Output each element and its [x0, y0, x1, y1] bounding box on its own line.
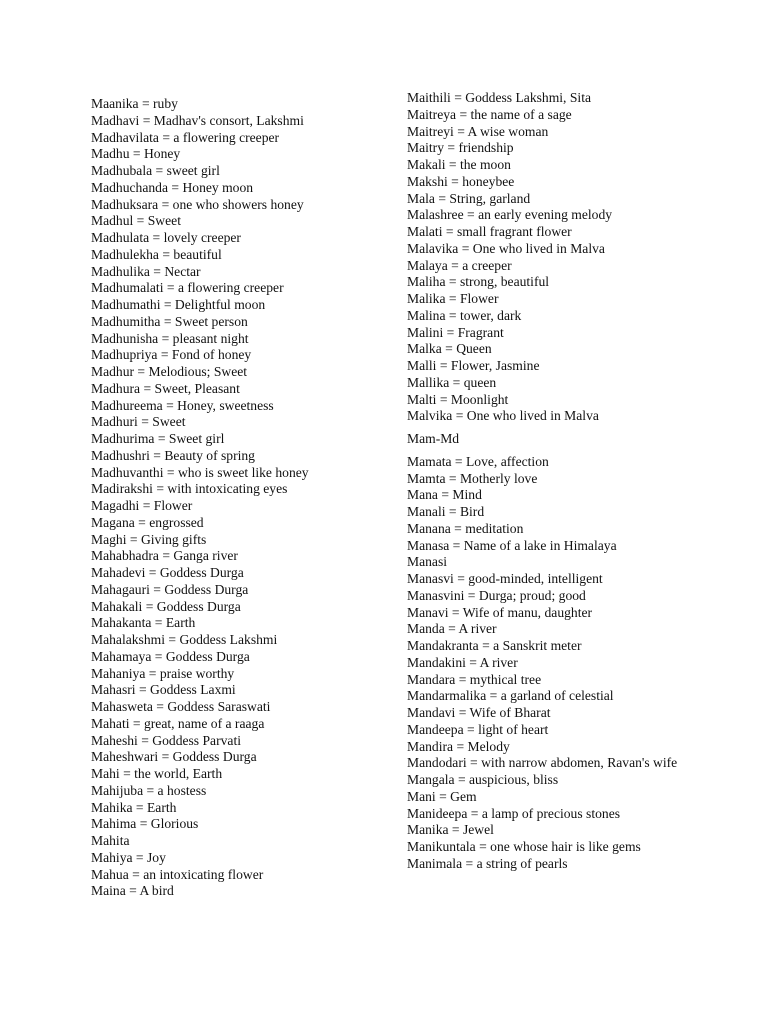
name-entry: Magadhi = Flower [91, 498, 193, 513]
name-entry: Madhubala = sweet girl [91, 163, 220, 178]
name-entry: Malavika = One who lived in Malva [407, 240, 605, 256]
name-entry: Madirakshi = with intoxicating eyes [91, 481, 288, 497]
name-entry: Mahasweta = Goddess Saraswati [91, 699, 271, 714]
name-entry: Mandeepa = light of heart [407, 721, 549, 737]
name-entry: Madhavi = Madhav's consort, Lakshmi [91, 112, 304, 128]
name-entry: Maheshi = Goddess Parvati [91, 732, 242, 748]
name-entry: Makali = the moon [407, 157, 511, 172]
name-entry: Maina = A bird [91, 883, 174, 899]
name-entry: Madhulika = Nectar [91, 263, 201, 279]
name-entry: Mahua = an intoxicating flower [91, 866, 264, 882]
name-entry: Madhurima = Sweet girl [91, 431, 225, 446]
name-entry: Maheshwari = Goddess Durga [91, 749, 257, 765]
name-entry: Manasi [407, 554, 448, 570]
name-entry: Malli = Flower, Jasmine [407, 358, 540, 373]
name-entry: Madhupriya = Fond of honey [91, 347, 252, 363]
name-entry: Mangala = auspicious, bliss [407, 772, 559, 787]
name-entry: Mahiya = Joy [91, 849, 166, 865]
name-entry: Mahita [91, 833, 130, 848]
name-entry: Malina = tower, dark [407, 307, 522, 323]
name-entry: Magana = engrossed [91, 514, 204, 530]
name-entry: Maitreyi = A wise woman [407, 123, 549, 139]
name-entry: Madhavilata = a flowering creeper [91, 129, 280, 145]
name-entry: Mahabhadra = Ganga river [91, 548, 238, 564]
name-entry: Mandakranta = a Sanskrit meter [407, 638, 582, 653]
name-entry: Manali = Bird [407, 504, 485, 519]
right-column-top-list [407, 90, 707, 425]
name-entry: Madhureema = Honey, sweetness [91, 397, 274, 413]
name-entry: Mandira = Melody [407, 738, 510, 754]
name-entry: Mala = String, garland [407, 190, 531, 206]
name-entry: Manimala = a string of pearls [407, 855, 568, 871]
name-entry: Manika = Jewel [407, 822, 494, 838]
name-entry: Madhunisha = pleasant night [91, 330, 249, 346]
name-entry: Madhumathi = Delightful moon [91, 297, 266, 312]
name-entry: Maanika = ruby [91, 96, 178, 111]
name-entry: Mana = Mind [407, 487, 482, 503]
name-entry: Mahadevi = Goddess Durga [91, 565, 244, 580]
name-entry: Manikuntala = one whose hair is like gems [407, 839, 641, 854]
name-entry: Madhuri = Sweet [91, 414, 186, 430]
name-entry: Mahi = the world, Earth [91, 766, 223, 781]
name-entry: Malini = Fragrant [407, 324, 504, 340]
name-entry: Mahati = great, name of a raaga [91, 715, 265, 731]
name-entry: Mahalakshmi = Goddess Lakshmi [91, 632, 278, 647]
name-entry: Mahamaya = Goddess Durga [91, 648, 250, 664]
name-entry: Malati = small fragrant flower [407, 224, 572, 239]
name-entry: Madhumitha = Sweet person [91, 313, 248, 329]
name-entry: Maliha = strong, beautiful [407, 274, 550, 290]
right-column-bottom-list [407, 454, 707, 873]
name-entry: Mandodari = with narrow abdomen, Ravan's wife [407, 755, 678, 771]
name-entry: Malka = Queen [407, 341, 492, 357]
name-entry: Mallika = queen [407, 374, 497, 390]
name-entry: Madhuksara = one who showers honey [91, 196, 304, 212]
name-entry: Mahakanta = Earth [91, 615, 196, 631]
name-entry: Manasa = Name of a lake in Himalaya [407, 537, 617, 553]
name-entry: Mahaniya = praise worthy [91, 665, 235, 681]
name-entry: Maithili = Goddess Lakshmi, Sita [407, 90, 592, 105]
name-entry: Mamta = Motherly love [407, 470, 538, 486]
name-entry: Malti = Moonlight [407, 391, 509, 407]
name-entry: Maghi = Giving gifts [91, 531, 207, 547]
name-entry: Madhuvanthi = who is sweet like honey [91, 464, 309, 480]
name-entry: Mahijuba = a hostess [91, 782, 207, 798]
name-entry: Madhulekha = beautiful [91, 246, 222, 262]
name-entry: Manasvini = Durga; proud; good [407, 587, 586, 603]
name-entry: Malaya = a creeper [407, 257, 512, 273]
name-entry: Makshi = honeybee [407, 173, 515, 189]
name-entry: Mani = Gem [407, 788, 477, 804]
name-entry: Manavi = Wife of manu, daughter [407, 604, 593, 620]
name-entry: Mandara = mythical tree [407, 671, 542, 687]
name-entry: Manana = meditation [407, 520, 524, 536]
name-entry: Madhushri = Beauty of spring [91, 447, 255, 463]
name-entry: Madhulata = lovely creeper [91, 230, 241, 245]
name-entry: Manasvi = good-minded, intelligent [407, 571, 603, 586]
name-entry: Malvika = One who lived in Malva [407, 408, 599, 424]
name-entry: Mahakali = Goddess Durga [91, 598, 241, 614]
name-entry: Madhumalati = a flowering creeper [91, 280, 284, 296]
left-name-column [91, 96, 391, 900]
section-heading: Mam-Md [407, 431, 460, 446]
name-entry: Maitreya = the name of a sage [407, 106, 572, 122]
name-entry: Mahagauri = Goddess Durga [91, 581, 249, 597]
name-entry: Mandavi = Wife of Bharat [407, 705, 551, 720]
name-entry: Mahasri = Goddess Laxmi [91, 682, 236, 698]
name-entry: Mamata = Love, affection [407, 453, 549, 469]
name-entry: Malashree = an early evening melody [407, 207, 613, 223]
name-entry: Madhu = Honey [91, 146, 181, 162]
name-entry: Manda = A river [407, 621, 497, 637]
name-entry: Madhuchanda = Honey moon [91, 179, 254, 195]
name-entry: Maitry = friendship [407, 140, 514, 156]
name-entry: Manideepa = a lamp of precious stones [407, 805, 621, 821]
name-entry: Malika = Flower [407, 291, 499, 306]
name-entry: Mahima = Glorious [91, 816, 199, 832]
name-entry: Mandarmalika = a garland of celestial [407, 688, 614, 704]
name-entry: Madhur = Melodious; Sweet [91, 364, 248, 379]
name-entry: Madhul = Sweet [91, 213, 181, 229]
name-entry: Madhura = Sweet, Pleasant [91, 380, 240, 396]
name-entry: Mahika = Earth [91, 799, 177, 815]
right-name-column [407, 90, 707, 873]
name-entry: Mandakini = A river [407, 654, 518, 670]
